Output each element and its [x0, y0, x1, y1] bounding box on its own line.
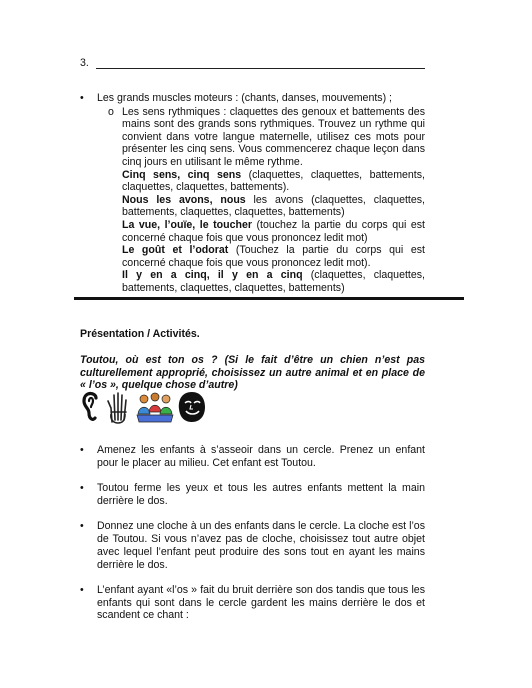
- list-item: [80, 444, 425, 470]
- group-of-children-icon: [136, 390, 174, 424]
- chant-term: Cinq sens, cinq sens: [122, 168, 242, 181]
- chant-detail: (claquettes, claquettes, battements, claquettes, claquettes, battements): [122, 269, 425, 294]
- ear-icon: [80, 390, 102, 424]
- list-item: [80, 584, 425, 622]
- chant-line: [122, 219, 425, 244]
- chant-term: Il y en a cinq, il y en a cinq: [122, 269, 303, 282]
- chant-line: [122, 269, 425, 294]
- instructions-list: [80, 444, 425, 635]
- bullet-text: Les grands muscles moteurs : (chants, danses, mouvements) ;: [97, 92, 392, 104]
- bullet-glyph: •: [80, 520, 84, 533]
- chant-term: Nous les avons, nous: [122, 193, 246, 206]
- bullet-glyph: •: [80, 92, 84, 104]
- list-item: [80, 520, 425, 571]
- presentation-heading: Présentation / Activités.: [80, 328, 200, 340]
- chant-detail: (touchez la partie du corps qui est concerné chaque fois que vous prononcez ledit mot): [122, 218, 426, 244]
- chant-detail: (claquettes, claquettes, battements, claquettes, claquettes, battements).: [122, 168, 425, 194]
- bullet-glyph: •: [80, 583, 84, 596]
- list-item: [80, 92, 425, 105]
- bullet-glyph: •: [80, 444, 84, 456]
- chant-detail: (Touchez la partie du corps qui est concerné chaque fois que vous prononcez ledit mot).: [122, 244, 425, 269]
- instruction-text: Donnez une cloche à un des enfants dans le cercle. La cloche est l’os de Toutou. Si vous n’avez pas de cloche, choisissez tout autre objet avec lequel l’enfant peut produire des sons tout en ayant les mains derrière le dos.: [97, 520, 425, 571]
- instruction-text: Amenez les enfants à s’asseoir dans un cercle. Prenez un enfant pour le placer au milieu. Cet enfant est Toutou.: [97, 444, 425, 469]
- face-icon: [176, 390, 208, 424]
- chant-detail: les avons (claquettes, claquettes, battements, claquettes, claquettes, battements): [122, 193, 425, 219]
- instruction-text: Toutou ferme les yeux et tous les autres enfants mettent la main derrière le dos.: [97, 482, 425, 507]
- sub-list-item: [108, 106, 425, 295]
- hand-icon: [106, 390, 130, 424]
- chant-line: [122, 194, 425, 219]
- chant-term: Le goût et l’odorat: [122, 244, 229, 257]
- activity-title: Toutou, où est ton os ? (Si le fait d’être un chien n’est pas culturellement approprié, choisissez un autre animal et en place de « l’os », quelque chose d’autre): [80, 353, 425, 392]
- numbered-blank-line: [80, 57, 425, 71]
- presentation-section: [80, 328, 425, 392]
- senses-icons: [80, 390, 230, 426]
- circle-bullet-glyph: o: [108, 105, 114, 118]
- chant-line: [122, 169, 425, 194]
- section-number: 3.: [80, 57, 89, 69]
- fill-in-line: [96, 68, 425, 69]
- chant-term: La vue, l’ouïe, le toucher: [122, 218, 252, 231]
- list-item: [80, 482, 425, 508]
- bullet-glyph: •: [80, 482, 84, 495]
- section-divider: [74, 297, 464, 300]
- gross-motor-section: [80, 92, 425, 295]
- rhythm-intro: Les sens rythmiques : claquettes des genoux et battements des mains sont des grands sons rythmiques. Trouvez un rythme qui convient dans votre langue maternelle, utilisez ces mots pour présenter les cinq sens. Vous commencerez chaque leçon dans cinq jours en utilisant le même rythme.: [122, 105, 425, 168]
- instruction-text: L’enfant ayant «l’os » fait du bruit derrière son dos tandis que tous les enfants qui sont dans le cercle gardent les mains derrière le dos et scandent ce chant :: [97, 583, 425, 622]
- chant-line: [122, 244, 425, 269]
